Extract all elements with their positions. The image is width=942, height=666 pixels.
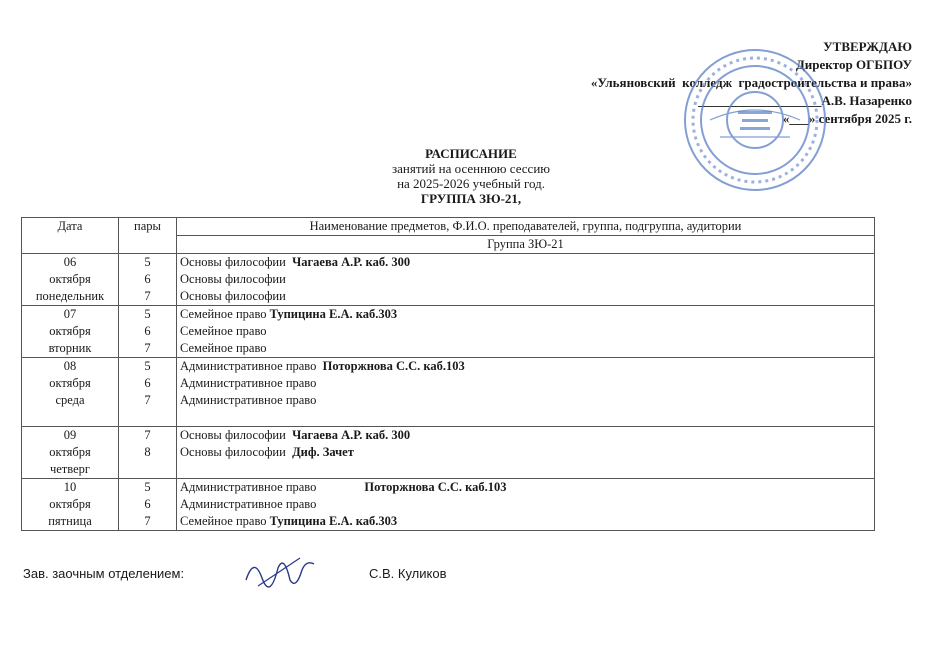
lesson-detail: Чагаева А.Р. каб. 300 (292, 255, 411, 269)
date-weekday: пятница (48, 514, 92, 528)
table-row (22, 306, 875, 358)
lesson-subject: Основы философии (180, 445, 286, 459)
date-day: 08 (63, 359, 77, 373)
date-weekday: четверг (49, 462, 91, 476)
title-line-3: на 2025-2026 учебный год. (397, 176, 545, 191)
pairs-cell (119, 479, 177, 531)
header-subjects: Наименование предметов, Ф.И.О. преподавателей, группа, подгруппа, аудитории (177, 218, 875, 236)
date-day: 06 (63, 255, 77, 269)
lesson-subject: Семейное право (180, 514, 267, 528)
date-cell (22, 427, 119, 479)
lesson (180, 306, 871, 323)
table-header-row (22, 218, 875, 236)
pair-number: 7 (144, 289, 151, 303)
schedule-table (21, 217, 875, 531)
pair-number: 7 (144, 514, 151, 528)
lesson-detail: Поторжнова С.С. каб.103 (364, 480, 507, 494)
signature-icon (240, 550, 320, 596)
date-day: 10 (63, 480, 77, 494)
lesson (180, 496, 871, 513)
lesson-subject: Административное право (180, 480, 317, 494)
lesson (180, 254, 871, 271)
table-row (22, 358, 875, 427)
date-month: октября (49, 272, 91, 286)
pairs-cell (119, 306, 177, 358)
pair-number: 6 (144, 376, 151, 390)
lesson (180, 358, 871, 375)
lesson (180, 288, 871, 305)
approval-line-3: «Ульяновский колледж градостроительства и права» (590, 75, 912, 90)
date-month: октября (49, 445, 91, 459)
approval-line-2: Директор ОГБПОУ (795, 57, 912, 72)
lesson (180, 323, 871, 340)
pair-number: 6 (144, 497, 151, 511)
date-weekday: среда (55, 393, 85, 407)
lesson-detail: Чагаева А.Р. каб. 300 (292, 428, 411, 442)
header-date: Дата (22, 218, 119, 254)
lessons-cell (177, 306, 875, 358)
date-weekday: понедельник (35, 289, 105, 303)
approval-line-4: ___________________А.В. Назаренко (698, 93, 912, 108)
lesson (180, 444, 871, 461)
date-cell (22, 358, 119, 427)
lesson-subject: Семейное право (180, 307, 267, 321)
footer-name: С.В. Куликов (369, 566, 447, 581)
pairs-cell (119, 254, 177, 306)
lesson-subject: Основы философии (180, 428, 286, 442)
lesson-subject: Основы философии (180, 272, 286, 286)
table-row (22, 479, 875, 531)
title-line-2: занятий на осеннюю сессию (391, 161, 550, 176)
pair-number: 5 (144, 359, 151, 373)
lessons-cell (177, 479, 875, 531)
pair-number: 7 (144, 393, 151, 407)
lessons-cell (177, 427, 875, 479)
lesson (180, 392, 871, 409)
approval-line-1: УТВЕРЖДАЮ (823, 39, 912, 54)
pair-number: 5 (144, 480, 151, 494)
lesson (180, 513, 871, 530)
date-weekday: вторник (48, 341, 92, 355)
approval-line-5: «___» сентября 2025 г. (782, 111, 912, 126)
lesson-subject: Семейное право (180, 341, 267, 355)
pairs-cell (119, 427, 177, 479)
spacer (25, 409, 115, 426)
date-day: 09 (63, 428, 77, 442)
date-day: 07 (63, 307, 77, 321)
lesson-subject: Основы философии (180, 289, 286, 303)
date-month: октября (49, 376, 91, 390)
date-cell (22, 306, 119, 358)
pair-number: 5 (144, 307, 151, 321)
page-title: РАСПИСАНИЕ (425, 146, 517, 161)
date-month: октября (49, 497, 91, 511)
lessons-cell (177, 358, 875, 427)
pair-number: 8 (144, 445, 151, 459)
table-row (22, 427, 875, 479)
group-header: Группа ЗЮ-21 (177, 236, 875, 254)
pair-number: 7 (144, 428, 151, 442)
lesson (180, 479, 871, 496)
pairs-cell (119, 358, 177, 427)
group-title: ГРУППА ЗЮ-21, (420, 191, 522, 206)
lesson-detail: Тупицина Е.А. каб.303 (269, 307, 398, 321)
date-month: октября (49, 324, 91, 338)
pair-number: 5 (144, 255, 151, 269)
footer-position: Зав. заочным отделением: (23, 566, 185, 581)
header-pairs: пары (119, 218, 177, 254)
lesson-detail: Диф. Зачет (292, 445, 354, 459)
date-cell (22, 254, 119, 306)
pair-number: 6 (144, 324, 151, 338)
lesson-subject: Основы философии (180, 255, 286, 269)
pair-number: 6 (144, 272, 151, 286)
lesson-subject: Административное право (180, 376, 317, 390)
lesson (180, 427, 871, 444)
lesson-subject: Семейное право (180, 324, 267, 338)
lessons-cell (177, 254, 875, 306)
pair-number: 7 (144, 341, 151, 355)
lesson (180, 340, 871, 357)
lesson-detail: Поторжнова С.С. каб.103 (322, 359, 465, 373)
lesson-subject: Административное право (180, 497, 317, 511)
title-block (0, 146, 942, 206)
lesson-subject: Административное право (180, 359, 317, 373)
lesson-subject: Административное право (180, 393, 317, 407)
table-row (22, 254, 875, 306)
lesson-detail: Тупицина Е.А. каб.303 (269, 514, 398, 528)
lesson (180, 375, 871, 392)
lesson (180, 271, 871, 288)
date-cell (22, 479, 119, 531)
